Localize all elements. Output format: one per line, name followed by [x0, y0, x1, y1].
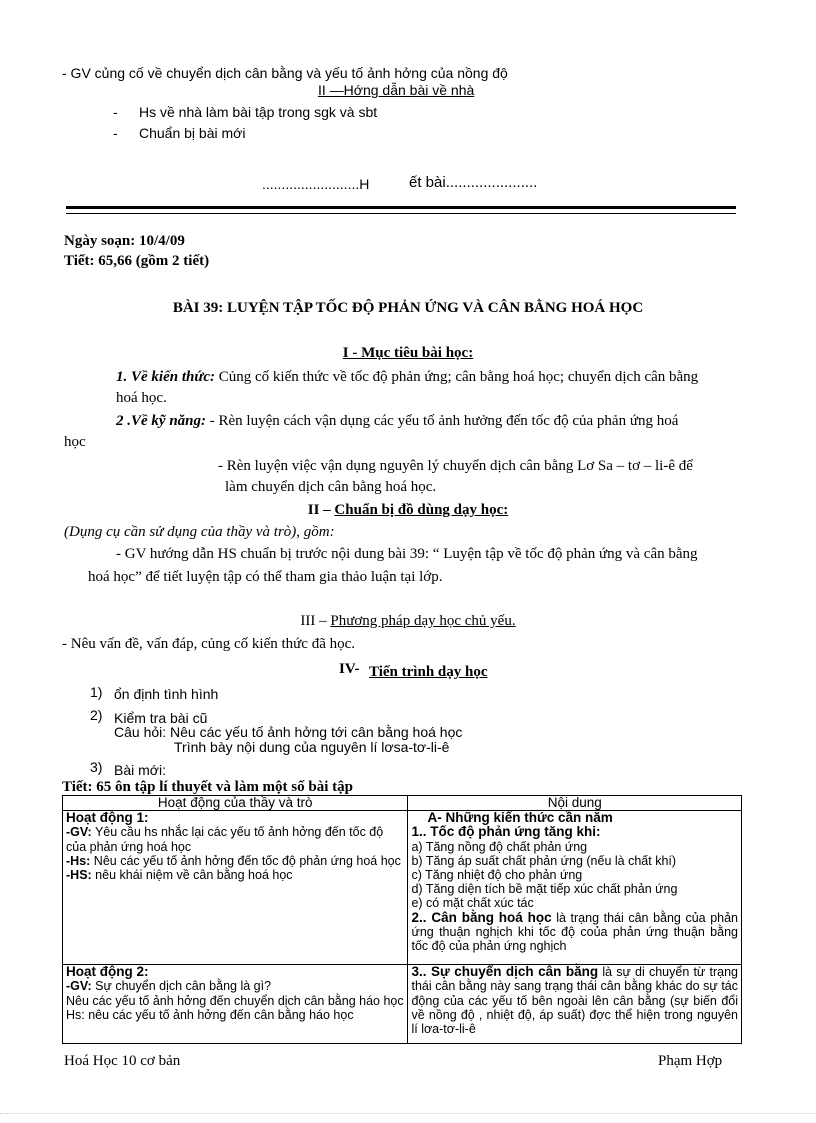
lesson-title: BÀI 39: LUYỆN TẬP TỐC ĐỘ PHẢN ỨNG VÀ CÂN BẰNG HOÁ HỌC [172, 300, 644, 316]
gv-label: -GV: [66, 825, 92, 840]
list-item: c) Tăng nhiệt độ cho phản ứng [411, 868, 583, 883]
skills-text: - Rèn luyện cách vận dụng các yếu tố ảnh hưởng đến tốc độ của phản ứng hoá [206, 413, 679, 429]
section-3-heading-text: Phương pháp dạy học chủ yếu. [330, 613, 516, 629]
activity-2-cell [63, 965, 408, 1044]
list-item: e) có mặt chất xúc tác [411, 896, 534, 911]
activity-2-text: Nêu các yếu tố ảnh hởng đến chuyển dịch cân bằng háo học [66, 993, 404, 1008]
activity-2-hs-text: nêu các yếu tố ảnh hởng đến cân bằng háo học [84, 1007, 354, 1022]
materials-text-1: - GV hướng dẫn HS chuẩn bị trước nội dung bài 39: “ Luyện tập về tốc độ phản ứng và cân bằng [116, 546, 698, 562]
equilibrium-heading: 2.. Cân bằng hoá học [411, 909, 552, 925]
activity-1-title: Hoạt động 1: [66, 810, 149, 826]
section-3-heading [0, 613, 816, 630]
review-line: - GV củng cố về chuyển dịch cân bằng và yếu tố ảnh hởng của nồng độ [62, 65, 508, 81]
section-1-heading [0, 345, 816, 362]
knowledge-heading: A- Những kiến thức cần nắm [427, 810, 613, 826]
table-header-row [63, 796, 742, 811]
shift-text: là sự di chuyển từ trạng thái cân bằng này sang trạng thái cân bằng khác do sự tác động của các yếu tố bên ngoài lên cân bằng (sự biến đổi về nồng độ , nhiệt độ, áp suất) đợc thể hiện trong nguyên lí lơa-tơ-li-ê [411, 965, 738, 1037]
step-number-2: 2) [90, 707, 103, 723]
period-65-title: Tiết: 65 ôn tập lí thuyết và làm một số bài tập [62, 779, 353, 795]
equilibrium-text: là trạng thái cân bằng của phản ứng thuận nghịch khi tốc độ coủa phản ứng thuận bằng tốc độ của phản ứng nghịch [411, 910, 738, 954]
section-2-prefix: II – [307, 502, 335, 518]
check-question-2: Trình bày nội dung của nguyên lí lơsa-tơ-li-ê [174, 739, 450, 755]
shift-heading: 3.. Sự chuyển dịch cân bằng [411, 964, 599, 980]
activity-1-gv [66, 825, 404, 853]
footer-left: Hoá Học 10 cơ bản [64, 1053, 181, 1069]
materials-text-2: hoá học” để tiết luyện tập có thể tham gia thảo luận tại lớp. [88, 569, 443, 585]
content-2-cell [408, 965, 742, 1044]
knowledge-line [116, 369, 698, 386]
section-3-prefix: III – [300, 613, 331, 629]
activity-2-hs [66, 1008, 404, 1022]
section-4-prefix: IV- [339, 661, 360, 677]
skills-line-3: - Rèn luyện việc vận dụng nguyên lý chuyển dịch cân bằng Lơ Sa – tơ – li-ê để [218, 458, 693, 474]
skills-line-2: học [64, 434, 86, 450]
activity-1-hs2-text: nêu khái niệm về cân bằng hoá học [91, 868, 293, 883]
column-header-activities: Hoạt động của thầy và trò [63, 796, 408, 811]
content-1-cell [408, 811, 742, 965]
activity-2-gv-text: Sự chuyển dịch cân bằng là gì? [91, 979, 272, 994]
knowledge-label: 1. Về kiến thức: [116, 369, 215, 385]
method-text: - Nêu vấn đề, vấn đáp, củng cố kiến thức đã học. [62, 636, 356, 652]
section-4-heading: Tiến trình dạy học [369, 664, 488, 680]
end-lesson-left: .........................H [262, 176, 370, 192]
homework-item-2: Chuẩn bị bài mới [139, 125, 246, 141]
activity-1-cell [63, 811, 408, 965]
activity-1-gv-text: Yêu cầu hs nhắc lại các yếu tố ảnh hởng đến tốc độ của phản ứng hoá học [66, 825, 384, 854]
section-2-heading [0, 502, 816, 519]
homework-item-1: Hs về nhà làm bài tập trong sgk và sbt [139, 104, 378, 120]
lesson-table [62, 795, 742, 1044]
section-2-heading-text: Chuẩn bị đồ dùng dạy học: [334, 502, 509, 518]
activity-1-hs-text: Nêu các yếu tố ảnh hởng đến tốc độ phản ứng hoá học [90, 853, 401, 868]
activity-1-hs [66, 854, 404, 868]
homework-heading: II —Hớng dẫn bài về nhà [318, 82, 475, 98]
list-item: a) Tăng nồng độ chất phản ứng [411, 839, 588, 854]
materials-note: (Dụng cụ cần sử dụng của thầy và trò), gồm: [64, 524, 335, 540]
period-info: Tiết: 65,66 (gồm 2 tiết) [64, 253, 210, 269]
equilibrium-def [411, 911, 738, 954]
activity-1-hs2 [66, 868, 404, 882]
divider-thin [66, 213, 736, 214]
footer-right: Phạm Hợp [658, 1053, 723, 1069]
skills-label: 2 .Về kỹ năng: [116, 413, 206, 429]
gv-label: -GV: [66, 979, 92, 994]
check-question-1: Câu hỏi: Nêu các yếu tố ảnh hởng tới cân bằng hoá học [114, 724, 463, 740]
end-lesson-right: ết bài...................... [409, 174, 538, 191]
column-header-content: Nội dung [408, 796, 742, 811]
step-3: Bài mới: [114, 762, 166, 778]
shift-def [411, 965, 738, 1036]
step-1: ổn định tình hình [114, 686, 219, 702]
hs2-label: -HS: [66, 868, 92, 883]
bullet-mark: - [113, 125, 118, 141]
knowledge-line-2: hoá học. [116, 390, 167, 406]
table-row [63, 965, 742, 1044]
list-item: d) Tăng diện tích bề mặt tiếp xúc chất phản ứng [411, 882, 678, 897]
hs-label: Hs: [66, 1007, 85, 1022]
list-item: b) Tăng áp suất chất phản ứng (nếu là chất khí) [411, 853, 677, 868]
activity-2-gv [66, 979, 404, 993]
step-number-1: 1) [90, 684, 103, 700]
skills-line [116, 413, 678, 430]
step-2: Kiểm tra bài cũ [114, 710, 208, 726]
rate-heading: 1.. Tốc độ phản ứng tăng khi: [411, 824, 601, 840]
activity-2-title: Hoạt động 2: [66, 964, 149, 980]
knowledge-text: Củng cố kiến thức về tốc độ phản ứng; cân bằng hoá học; chuyển dịch cân bằng [214, 369, 699, 385]
divider-thick [66, 206, 736, 209]
bullet-mark: - [113, 104, 118, 120]
table-row [63, 811, 742, 965]
step-number-3: 3) [90, 759, 103, 775]
hs-label: -Hs: [66, 853, 91, 868]
prep-date: Ngày soạn: 10/4/09 [64, 233, 185, 249]
page-bottom-edge [0, 1113, 816, 1114]
skills-line-4: làm chuyển dịch cân bằng hoá học. [225, 479, 437, 495]
section-1-heading-text: I - Mục tiêu bài học: [342, 345, 474, 361]
